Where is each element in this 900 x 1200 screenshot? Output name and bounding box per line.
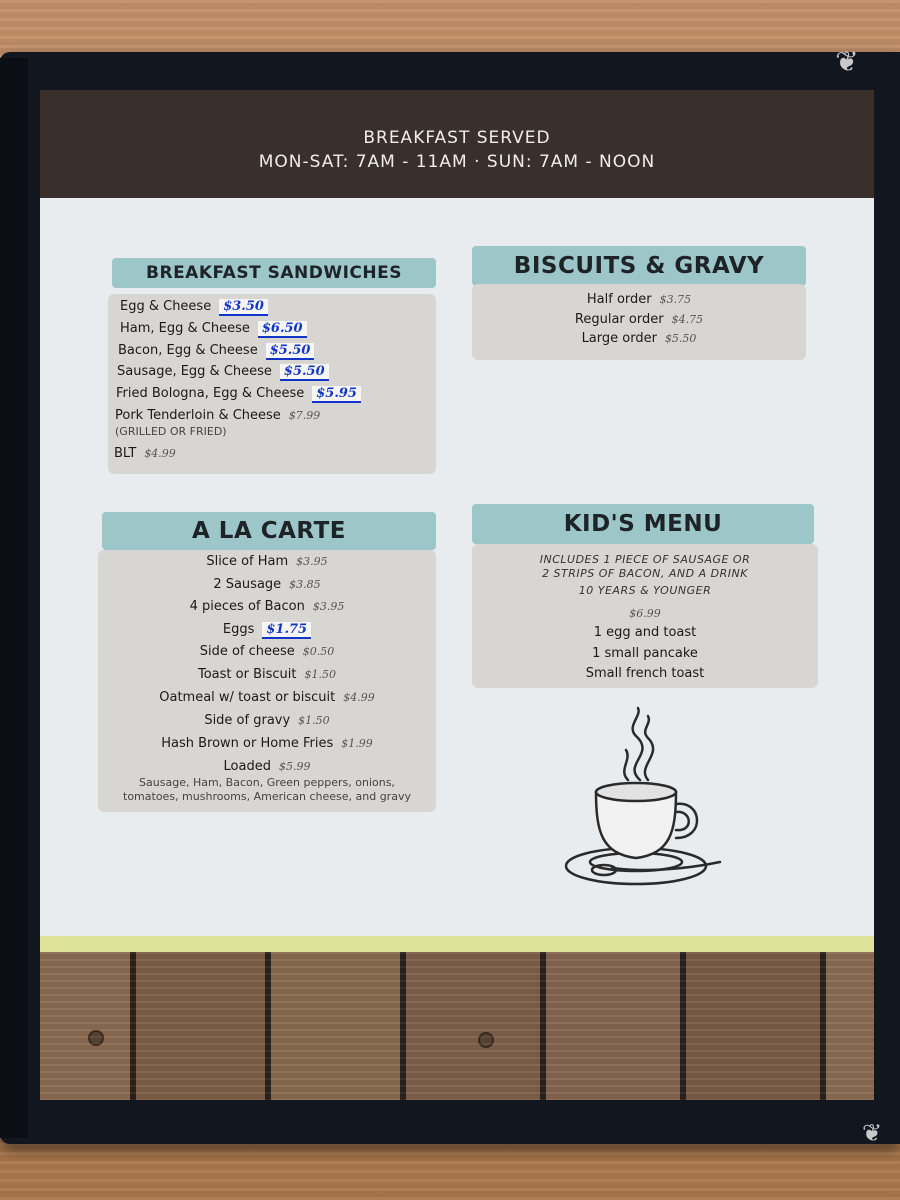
wood-knot: [478, 1032, 494, 1048]
menu-item: Fried Bologna, Egg & Cheese $5.95: [116, 386, 361, 401]
menu-item: Half order $3.75: [586, 292, 692, 307]
wood-background-panel: [40, 952, 874, 1100]
breakfast-sandwiches-title: BREAKFAST SANDWICHES: [112, 258, 436, 288]
menu-item: Ham, Egg & Cheese $6.50: [120, 321, 307, 336]
biscuits-gravy-title: BISCUITS & GRAVY: [472, 246, 806, 286]
coffee-cup-icon: [552, 702, 732, 892]
menu-item: Egg & Cheese $3.50: [120, 299, 268, 314]
kids-menu-includes: 2 STRIPS OF BACON, AND A DRINK: [542, 567, 748, 580]
kids-menu-item: 1 small pancake: [592, 646, 698, 661]
handwritten-price: $5.50: [280, 364, 329, 381]
handwritten-price: $6.50: [258, 321, 307, 338]
handwritten-price: $3.50: [219, 299, 268, 316]
kids-menu-item: 1 egg and toast: [593, 625, 697, 640]
menu-item: Side of gravy $1.50: [204, 713, 330, 728]
menu-spine: [0, 58, 28, 1138]
kids-menu-price: $6.99: [629, 607, 661, 620]
menu-item: Sausage, Egg & Cheese $5.50: [117, 364, 329, 379]
handwritten-price: $5.50: [266, 343, 315, 360]
menu-item: 2 Sausage $3.85: [213, 577, 321, 592]
menu-item: Hash Brown or Home Fries $1.99: [161, 736, 373, 751]
kids-menu-includes: INCLUDES 1 PIECE OF SAUSAGE OR: [539, 553, 751, 566]
kids-menu-item: Small french toast: [585, 666, 705, 681]
kids-menu-age: 10 YEARS & YOUNGER: [578, 584, 712, 597]
corner-ornament-icon: ❦: [835, 45, 859, 78]
loaded-description: Sausage, Ham, Bacon, Green peppers, onions,: [139, 776, 395, 789]
corner-ornament-icon: ❦: [861, 1119, 883, 1147]
menu-item-note: (GRILLED OR FRIED): [115, 425, 227, 438]
breakfast-served-title: BREAKFAST SERVED: [363, 128, 551, 148]
menu-item: Side of cheese $0.50: [199, 644, 335, 659]
loaded-description: tomatoes, mushrooms, American cheese, and gravy: [123, 790, 411, 803]
menu-item: Regular order $4.75: [574, 312, 704, 327]
accent-stripe: [40, 936, 874, 952]
menu-item: Bacon, Egg & Cheese $5.50: [118, 343, 314, 358]
menu-item: 4 pieces of Bacon $3.95: [189, 599, 345, 614]
menu-item: Toast or Biscuit $1.50: [198, 667, 336, 682]
breakfast-hours: MON-SAT: 7AM - 11AM · SUN: 7AM - NOON: [258, 152, 656, 172]
menu-item: Eggs $1.75: [98, 622, 436, 637]
a-la-carte-title: A LA CARTE: [102, 512, 436, 550]
menu-item: Pork Tenderloin & Cheese $7.99: [115, 408, 321, 423]
menu-header: [40, 90, 874, 198]
kids-menu-title: KID'S MENU: [472, 504, 814, 544]
wood-knot: [88, 1030, 104, 1046]
handwritten-price: $5.95: [312, 386, 361, 403]
menu-item: Slice of Ham $3.95: [206, 554, 328, 569]
menu-item: Oatmeal w/ toast or biscuit $4.99: [159, 690, 375, 705]
menu-item: Loaded $5.99: [223, 759, 311, 774]
menu-page: [40, 90, 874, 1100]
menu-item: BLT $4.99: [114, 446, 176, 461]
handwritten-price: $1.75: [262, 622, 311, 639]
menu-item: Large order $5.50: [581, 331, 697, 346]
